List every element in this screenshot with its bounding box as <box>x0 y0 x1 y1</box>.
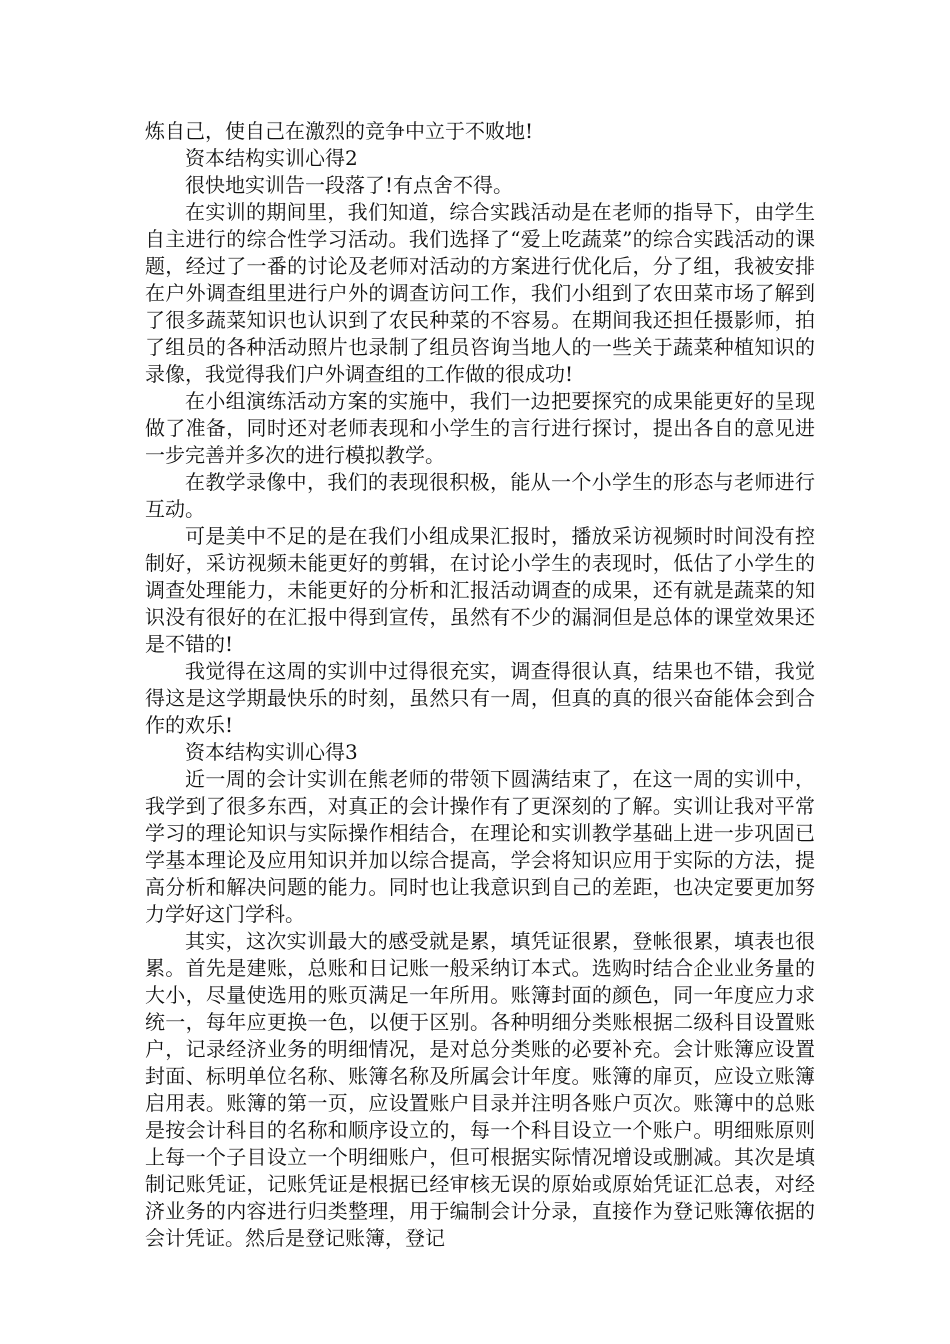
document-page <box>145 118 815 1252</box>
paragraph: 在小组演练活动方案的实施中，我们一边把要探究的成果能更好的呈现做了准备，同时还对老师表现和小学生的言行进行探讨，提出各自的意见进一步完善并多次的进行模拟教学。 <box>145 389 815 467</box>
paragraph: 我觉得在这周的实训中过得很充实，调查得很认真，结果也不错，我觉得这是这学期最快乐的时刻，虽然只有一周，但真的真的很兴奋能体会到合作的欢乐! <box>145 659 815 737</box>
section-heading: 资本结构实训心得3 <box>185 740 358 764</box>
paragraph: 炼自己，使自己在激烈的竞争中立于不败地! <box>145 119 534 143</box>
paragraph: 在实训的期间里，我们知道，综合实践活动是在老师的指导下，由学生自主进行的综合性学习活动。我们选择了“爱上吃蔬菜”的综合实践活动的课题，经过了一番的讨论及老师对活动的方案进行优化后，分了组，我被安排在户外调查组里进行户外的调查访问工作，我们小组到了农田菜市场了解到了很多蔬菜知识也认识到了农民种菜的不容易。在期间我还担任摄影师，拍了组员的各种活动照片也录制了组员咨询当地人的一些关于蔬菜种植知识的录像，我觉得我们户外调查组的工作做的很成功! <box>145 200 815 386</box>
paragraph: 其实，这次实训最大的感受就是累，填凭证很累，登帐很累，填表也很累。首先是建账，总账和日记账一般采纳订本式。选购时结合企业业务量的大小，尽量使选用的账页满足一年所用。账簿封面的颜色，同一年度应力求统一，每年应更换一色，以便于区别。各种明细分类账根据二级科目设置账户，记录经济业务的明细情况，是对总分类账的必要补充。会计账簿应设置封面、标明单位名称、账簿名称及所属会计年度。账簿的扉页，应设立账簿启用表。账簿的第一页，应设置账户目录并注明各账户页次。账簿中的总账是按会计科目的名称和顺序设立的，每一个科目设立一个账户。明细账原则上每一个子目设立一个明细账户，但可根据实际情况增设或删减。其次是填制记账凭证，记账凭证是根据已经审核无误的原始或原始凭证汇总表，对经济业务的内容进行归类整理，用于编制会计分录，直接作为登记账簿依据的会计凭证。然后是登记账簿，登记 <box>145 929 815 1250</box>
paragraph: 很快地实训告一段落了!有点舍不得。 <box>185 173 514 197</box>
paragraph: 近一周的会计实训在熊老师的带领下圆满结束了，在这一周的实训中，我学到了很多东西，对真正的会计操作有了更深刻的了解。实训让我对平常学习的理论知识与实际操作相结合，在理论和实训教学基础上进一步巩固已学基本理论及应用知识并加以综合提高，学会将知识应用于实际的方法，提高分析和解决问题的能力。同时也让我意识到自己的差距，也决定要更加努力学好这门学科。 <box>145 767 815 926</box>
paragraph: 可是美中不足的是在我们小组成果汇报时，播放采访视频时时间没有控制好，采访视频未能更好的剪辑，在讨论小学生的表现时，低估了小学生的调查处理能力，未能更好的分析和汇报活动调查的成果，还有就是蔬菜的知识没有很好的在汇报中得到宣传，虽然有不少的漏洞但是总体的课堂效果还是不错的! <box>145 524 815 656</box>
section-heading: 资本结构实训心得2 <box>185 146 358 170</box>
paragraph: 在教学录像中，我们的表现很积极，能从一个小学生的形态与老师进行互动。 <box>145 470 815 521</box>
